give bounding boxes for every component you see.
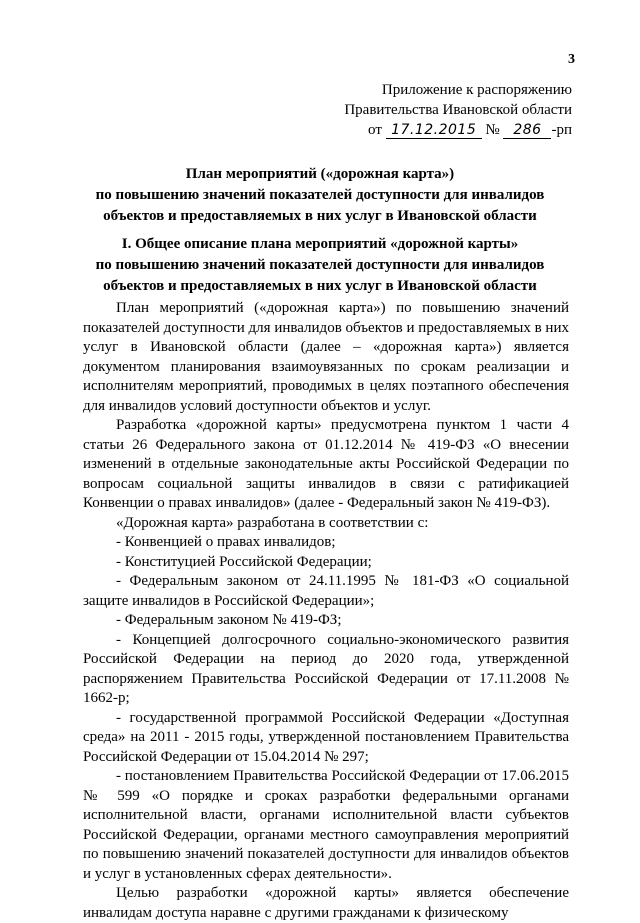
appendix-block xyxy=(272,80,572,140)
list-item: - Конвенцией о правах инвалидов; xyxy=(116,534,336,550)
handwritten-number: 286 xyxy=(503,122,551,139)
list-item: - Федеральным законом № 419-ФЗ; xyxy=(116,612,342,628)
section-heading xyxy=(80,234,560,297)
paragraph: Разработка «дорожной карты» предусмотрена пунктом 1 части 4 статьи 26 Федерального закона от 01.12.2014 № 419-ФЗ «О внесении изменений в отдельные законодательные акты Российской Федерации по вопросам социальной защиты инвалидов в связи с ратификацией Конвенции о правах инвалидов» (далее - Федеральный закон № 419-ФЗ). xyxy=(83,417,569,511)
title-line-2: по повышению значений показателей доступности для инвалидов xyxy=(95,187,545,203)
appendix-line-1: Приложение к распоряжению xyxy=(381,82,572,98)
list-item: - государственной программой Российской Федерации «Доступная среда» на 2011 - 2015 годы, утвержденной постановлением Правительства Российской Федерации от 15.04.2014 № 297; xyxy=(83,709,569,765)
document-body xyxy=(83,299,569,923)
paragraph: Целью разработки «дорожной карты» является обеспечение инвалидам доступа наравне с другими гражданами к физическому xyxy=(83,885,569,921)
appendix-suffix: -рп xyxy=(551,122,572,138)
list-item: - постановлением Правительства Российской Федерации от 17.06.2015 № 599 «О порядке и сроках разработки федеральными органами исполнительной власти, органами исполнительной власти субъектов Российской Федерации, органами местного самоуправления мероприятий по повышению значений показателей доступности для инвалидов объектов и услуг в установленных сферах деятельности». xyxy=(83,768,569,882)
section-line-2: по повышению значений показателей доступности для инвалидов xyxy=(95,257,545,273)
document-title xyxy=(80,164,560,227)
section-line-1: I. Общее описание плана мероприятий «дорожной карты» xyxy=(121,236,519,252)
appendix-line-2: Правительства Ивановской области xyxy=(344,102,572,118)
appendix-from-prefix: от xyxy=(368,122,382,138)
paragraph: «Дорожная карта» разработана в соответствии с: xyxy=(116,514,429,531)
list-item: - Конституцией Российской Федерации; xyxy=(116,553,372,570)
page-number: 3 xyxy=(568,52,575,67)
handwritten-date: 17.12.2015 xyxy=(386,122,482,139)
appendix-number-label: № xyxy=(485,122,500,138)
paragraph: План мероприятий («дорожная карта») по повышению значений показателей доступности для инвалидов объектов и предоставляемых в них услуг в Ивановской области (далее – «дорожная карта») является документом планирования взаимоувязанных по срокам реализации и исполнителям мероприятий, проводимых в целях поэтапного обеспечения для инвалидов условий доступности объектов и услуг. xyxy=(83,300,569,414)
list-item: - Федеральным законом от 24.11.1995 № 181-ФЗ «О социальной защите инвалидов в Российской Федерации»; xyxy=(83,573,569,609)
list-item: - Концепцией долгосрочного социально-экономического развития Российской Федерации на период до 2020 года, утвержденной распоряжением Правительства Российской Федерации от 17.11.2008 № 1662-р; xyxy=(83,631,569,706)
section-line-3: объектов и предоставляемых в них услуг в Ивановской области xyxy=(103,278,537,294)
title-line-3: объектов и предоставляемых в них услуг в Ивановской области xyxy=(103,208,537,224)
title-line-1: План мероприятий («дорожная карта») xyxy=(185,166,455,182)
appendix-date-line xyxy=(272,120,572,140)
